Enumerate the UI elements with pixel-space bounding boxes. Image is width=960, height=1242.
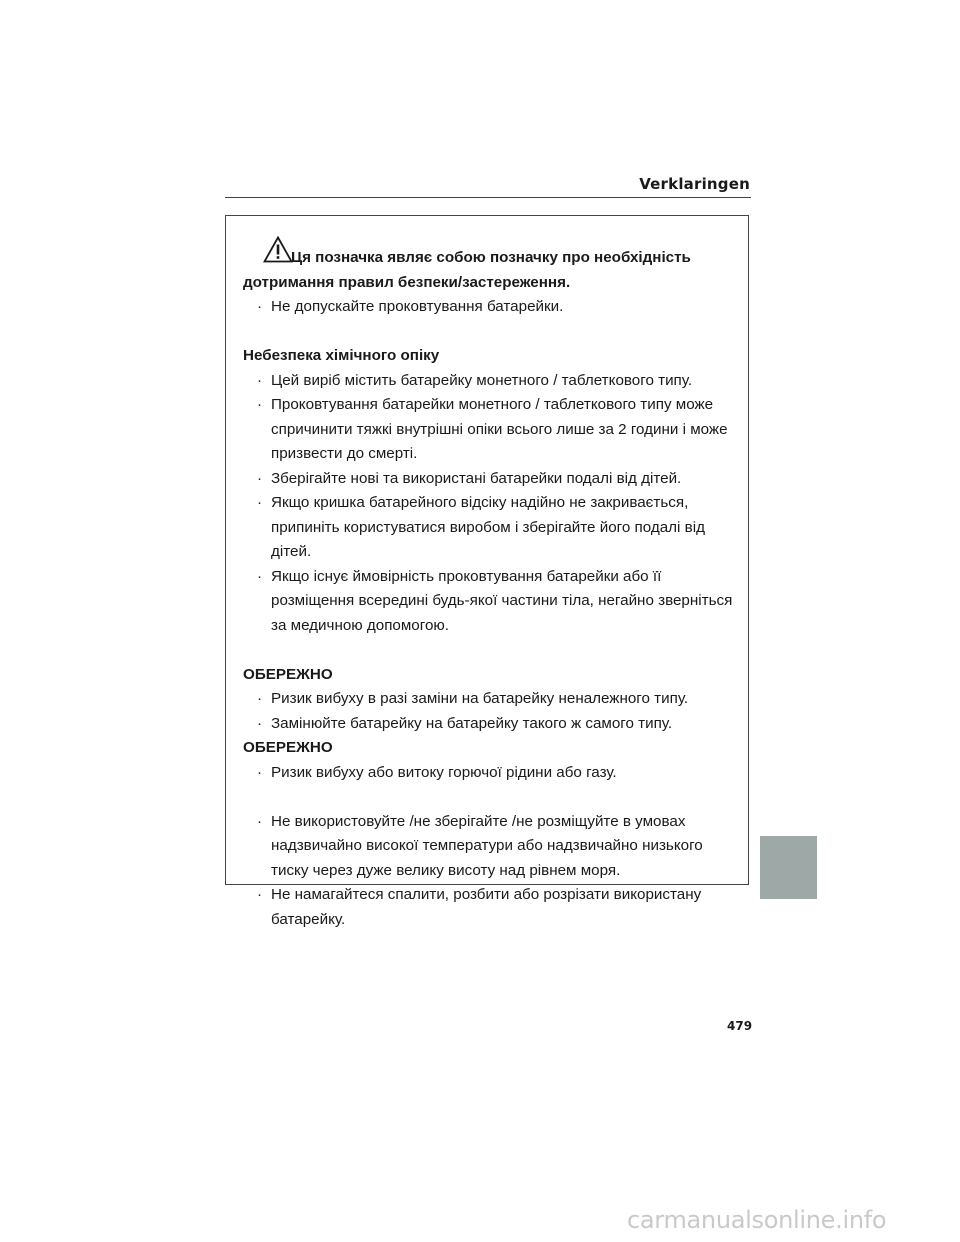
caution-heading: ОБЕРЕЖНО	[243, 665, 333, 683]
bullet-dot: ·	[257, 763, 263, 781]
warning-content	[243, 246, 738, 932]
list-item-text: Не допускайте проковтування батарейки.	[271, 298, 564, 315]
list-item-text: Замінюйте батарейку на батарейку такого ж самого типу.	[271, 714, 673, 732]
list-item-text: Якщо існує ймовірність проковтування батарейки або її розміщення всередині будь-якої частини тіла, негайно зверніться за медичною допомогою.	[271, 567, 733, 634]
section-title: Verklaringen	[639, 175, 750, 193]
bullet-dot: ·	[257, 469, 263, 487]
list-item	[243, 712, 738, 737]
warning-title-line1	[243, 246, 738, 271]
bullet-dot: ·	[257, 886, 263, 903]
bullet-dot: ·	[257, 812, 263, 830]
chapter-side-tab	[760, 836, 817, 899]
chemical-burn-heading: Небезпека хімічного опіку	[243, 347, 440, 364]
bullet-dot: ·	[257, 690, 263, 707]
warning-box	[225, 215, 749, 928]
list-item-text: Якщо кришка батарейного відсіку надійно не закривається, припиніть користуватися виробом і зберігайте його подалі від дітей.	[271, 494, 705, 560]
list-item	[243, 393, 738, 467]
list-item	[243, 369, 738, 394]
list-item	[243, 467, 738, 492]
bullet-dot: ·	[257, 298, 263, 315]
list-item	[243, 491, 738, 565]
list-item-text: Зберігайте нові та використані батарейки подалі від дітей.	[271, 469, 682, 487]
bullet-dot: ·	[257, 494, 263, 511]
list-item-text: Ризик вибуху в разі заміни на батарейку неналежного типу.	[271, 690, 689, 707]
list-item-text: Проковтування батарейки монетного / таблеткового типу може спричинити тяжкі внутрішні опіки всього лише за 2 години і може призвести до смерті.	[271, 396, 728, 462]
list-item	[243, 687, 738, 712]
list-item	[243, 883, 738, 932]
caution-heading: ОБЕРЕЖНО	[243, 739, 333, 756]
warning-triangle-icon	[263, 236, 293, 263]
header-divider	[225, 197, 751, 198]
list-item	[243, 565, 738, 639]
list-item	[243, 295, 738, 320]
list-item-text: Ризик вибуху або витоку горючої рідини або газу.	[271, 763, 617, 781]
page-number: 479	[727, 1019, 753, 1033]
warning-title-line2: дотримання правил безпеки/застереження.	[243, 273, 571, 291]
bullet-dot: ·	[257, 371, 263, 389]
warning-title-text: Ця позначка являє собою позначку про необхідність	[291, 249, 691, 266]
list-item-text: Не використовуйте /не зберігайте /не розміщуйте в умовах надзвичайно високої температури або надзвичайно низького тиску через дуже велику висоту над рівнем моря.	[271, 812, 703, 879]
bullet-dot: ·	[257, 714, 263, 732]
list-item-text: Цей виріб містить батарейку монетного / таблеткового типу.	[271, 371, 693, 389]
watermark: carmanualsonline.info	[627, 1206, 887, 1234]
bullet-dot: ·	[257, 567, 263, 585]
bullet-dot: ·	[257, 396, 263, 413]
list-item-text: Не намагайтеся спалити, розбити або розрізати використану батарейку.	[271, 886, 702, 928]
list-item	[243, 761, 738, 786]
warning-heading	[243, 246, 738, 295]
list-item	[243, 810, 738, 884]
